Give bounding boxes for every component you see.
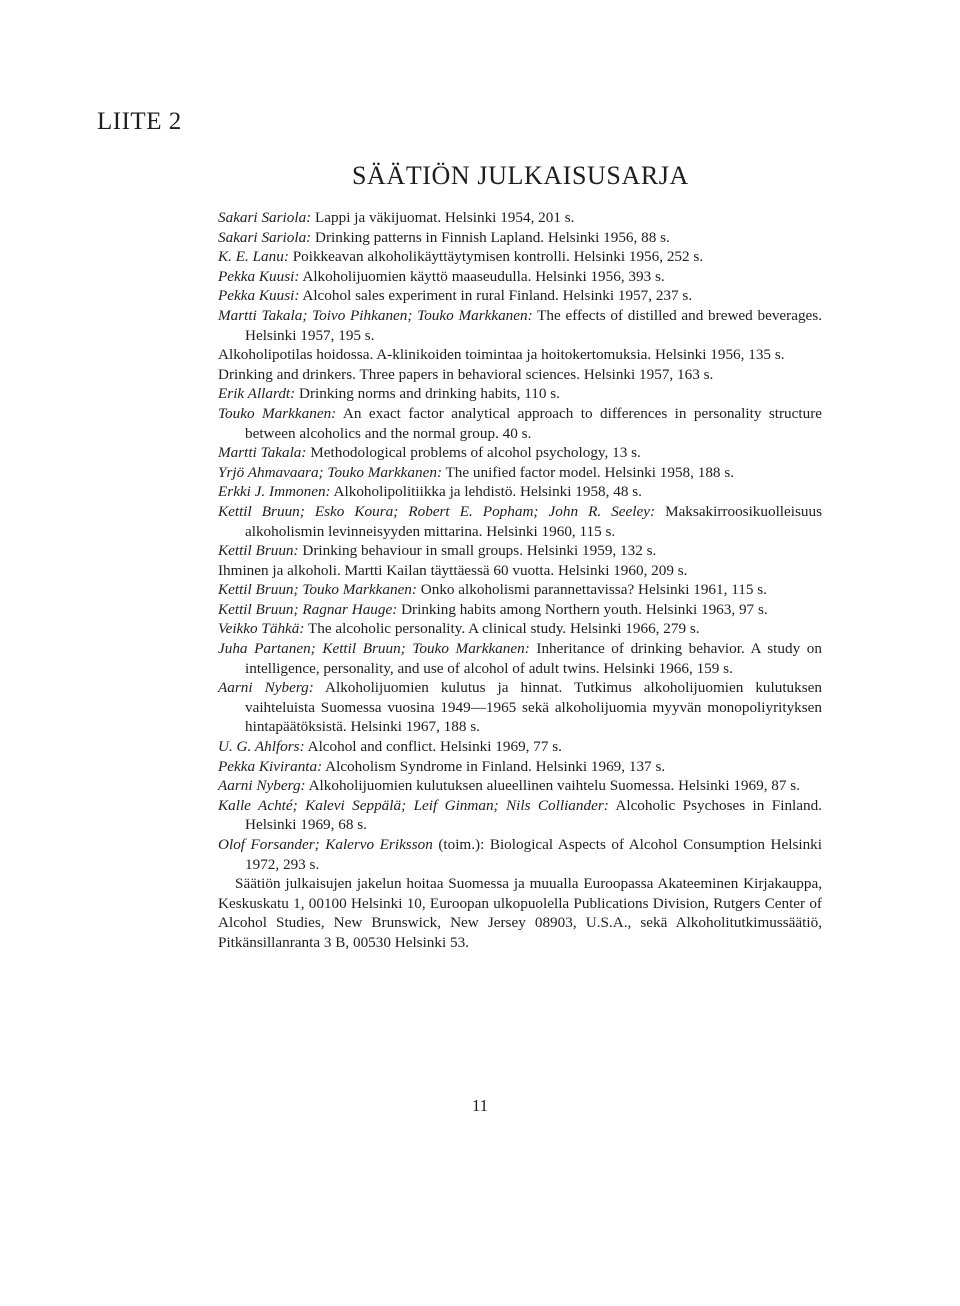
entry-text: The effects of distilled and brewed beverages. Helsinki 1957, 195 s. <box>245 306 822 344</box>
publication-entry <box>218 306 822 345</box>
publication-entry <box>218 757 822 777</box>
entry-author: Kalle Achté; Kalevi Seppälä; Leif Ginman; Nils Colliander: <box>218 796 609 814</box>
entry-author: Sakari Sariola: <box>218 209 312 226</box>
entry-text: Inheritance of drinking behavior. A study on intelligence, personality, and use of alcohol of adult twins. Helsinki 1966, 159 s. <box>245 640 822 677</box>
appendix-label: LIITE 2 <box>97 108 182 135</box>
publication-entry <box>218 580 822 600</box>
entry-author: Kettil Bruun; Esko Koura; Robert E. Popham; John R. Seeley: <box>218 502 656 520</box>
publication-entry <box>218 286 822 306</box>
entry-author: Olof Forsander; Kalervo Eriksson <box>218 836 433 853</box>
publication-entry <box>218 345 822 365</box>
publication-entry <box>218 463 822 483</box>
entry-text: Ihminen ja alkoholi. Martti Kailan täyttäessä 60 vuotta. Helsinki 1960, 209 s. <box>218 561 688 579</box>
distribution-note: Säätiön julkaisujen jakelun hoitaa Suomessa ja muualla Euroopassa Akateeminen Kirjakauppa, Keskuskatu 1, 00100 Helsinki 10, Euroopan ulkopuolella Publications Division, Rutgers Center of Alcohol Studies, New Brunswick, New Jersey 08903, U.S.A., sekä Alkoholitutkimussäätiö, Pitkänsillanranta 3 B, 00530 Helsinki 53. <box>218 875 822 951</box>
entry-text: Alkoholipotilas hoidossa. A-klinikoiden toimintaa ja hoitokertomuksia. Helsinki 1956, 135 s. <box>218 346 785 364</box>
entry-author: Sakari Sariola: <box>218 228 312 246</box>
entry-text: Lappi ja väkijuomat. Helsinki 1954, 201 s. <box>311 209 575 226</box>
entry-author: Kettil Bruun; Touko Markkanen: <box>218 581 417 599</box>
publication-entry <box>218 208 822 228</box>
entry-author: Pekka Kuusi: <box>218 267 300 285</box>
publication-entry <box>218 267 822 287</box>
entry-text: An exact factor analytical approach to differences in personality structure between alcoholics and the normal group. 40 s. <box>245 404 823 442</box>
publication-entry <box>218 561 822 581</box>
entry-text: Methodological problems of alcohol psychology, 13 s. <box>306 444 641 462</box>
entry-author: Pekka Kuusi: <box>218 287 300 305</box>
entry-author: Martti Takala; Toivo Pihkanen; Touko Markkanen: <box>218 306 533 324</box>
page-number: 11 <box>471 1096 489 1115</box>
publication-entry <box>218 776 822 796</box>
publication-entry <box>218 502 822 541</box>
entry-author: Aarni Nyberg: <box>218 777 306 795</box>
entry-text: Alcohol and conflict. Helsinki 1969, 77 s. <box>304 738 562 756</box>
entry-author: Martti Takala: <box>218 444 307 462</box>
entry-text: (toim.): Biological Aspects of Alcohol Consumption Helsinki 1972, 293 s. <box>245 836 822 873</box>
publication-entry <box>218 619 822 639</box>
series-title: SÄÄTIÖN JULKAISUSARJA <box>352 161 689 190</box>
entry-author: Erik Allardt: <box>218 385 296 403</box>
publication-entry <box>218 365 822 385</box>
entry-text: The unified factor model. Helsinki 1958, 188 s. <box>442 463 735 481</box>
entry-author: K. E. Lanu: <box>218 248 289 266</box>
entry-text: Drinking habits among Northern youth. Helsinki 1963, 97 s. <box>397 600 768 618</box>
publication-list <box>218 208 822 953</box>
entry-text: Onko alkoholismi parannettavissa? Helsinki 1961, 115 s. <box>416 581 767 599</box>
entry-text: Drinking norms and drinking habits, 110 s. <box>295 385 560 403</box>
entry-text: Drinking and drinkers. Three papers in behavioral sciences. Helsinki 1957, 163 s. <box>218 365 714 383</box>
publication-entry <box>218 228 822 248</box>
entry-text: Alcohol sales experiment in rural Finland. Helsinki 1957, 237 s. <box>299 287 693 305</box>
publication-entry <box>218 482 822 502</box>
entry-author: Pekka Kiviranta: <box>218 757 323 775</box>
entry-text: Alkoholijuomien kulutus ja hinnat. Tutkimus alkoholijuomien kulutuksen vaihteluista Suomessa vuosina 1949—1965 sekä alkoholijuomia myyvän monopoliyrityksen hintapäätöksistä. Helsinki 1967, 188 s. <box>245 679 822 736</box>
entry-author: Juha Partanen; Kettil Bruun; Touko Markkanen: <box>218 640 530 658</box>
entry-text: Drinking patterns in Finnish Lapland. Helsinki 1956, 88 s. <box>311 228 670 246</box>
publication-entry <box>218 404 822 443</box>
entry-author: Aarni Nyberg: <box>218 679 314 697</box>
entry-text: Maksakirroosikuolleisuus alkoholismin levinneisyyden mittarina. Helsinki 1960, 115 s. <box>245 502 822 540</box>
entry-author: Yrjö Ahmavaara; Touko Markkanen: <box>218 463 442 481</box>
entry-text: Alkoholijuomien käyttö maaseudulla. Helsinki 1956, 393 s. <box>299 267 665 285</box>
publication-entry <box>218 737 822 757</box>
publication-entry <box>218 443 822 463</box>
entry-text: The alcoholic personality. A clinical study. Helsinki 1966, 279 s. <box>304 620 700 638</box>
entry-author: U. G. Ahlfors: <box>218 738 305 756</box>
publication-entry <box>218 678 822 737</box>
publication-entry <box>218 384 822 404</box>
publication-entry <box>218 835 822 874</box>
entry-text: Drinking behaviour in small groups. Helsinki 1959, 132 s. <box>298 542 657 560</box>
entry-author: Touko Markkanen: <box>218 404 337 422</box>
entry-text: Poikkeavan alkoholikäyttäytymisen kontrolli. Helsinki 1956, 252 s. <box>288 248 704 266</box>
publication-entry <box>218 541 822 561</box>
entry-author: Kettil Bruun; Ragnar Hauge: <box>218 600 398 618</box>
publication-entry <box>218 600 822 620</box>
entry-text: Alcoholic Psychoses in Finland. Helsinki 1969, 68 s. <box>245 796 822 834</box>
publication-entry <box>218 796 822 835</box>
publication-entry <box>218 247 822 267</box>
entry-text: Alkoholipolitiikka ja lehdistö. Helsinki 1958, 48 s. <box>330 483 642 501</box>
entry-author: Veikko Tähkä: <box>218 620 305 638</box>
entry-text: Alcoholism Syndrome in Finland. Helsinki 1969, 137 s. <box>322 757 666 775</box>
entry-author: Kettil Bruun: <box>218 542 299 560</box>
publication-entry <box>218 639 822 678</box>
entry-author: Erkki J. Immonen: <box>218 483 331 501</box>
entry-text: Alkoholijuomien kulutuksen alueellinen vaihtelu Suomessa. Helsinki 1969, 87 s. <box>305 777 800 795</box>
